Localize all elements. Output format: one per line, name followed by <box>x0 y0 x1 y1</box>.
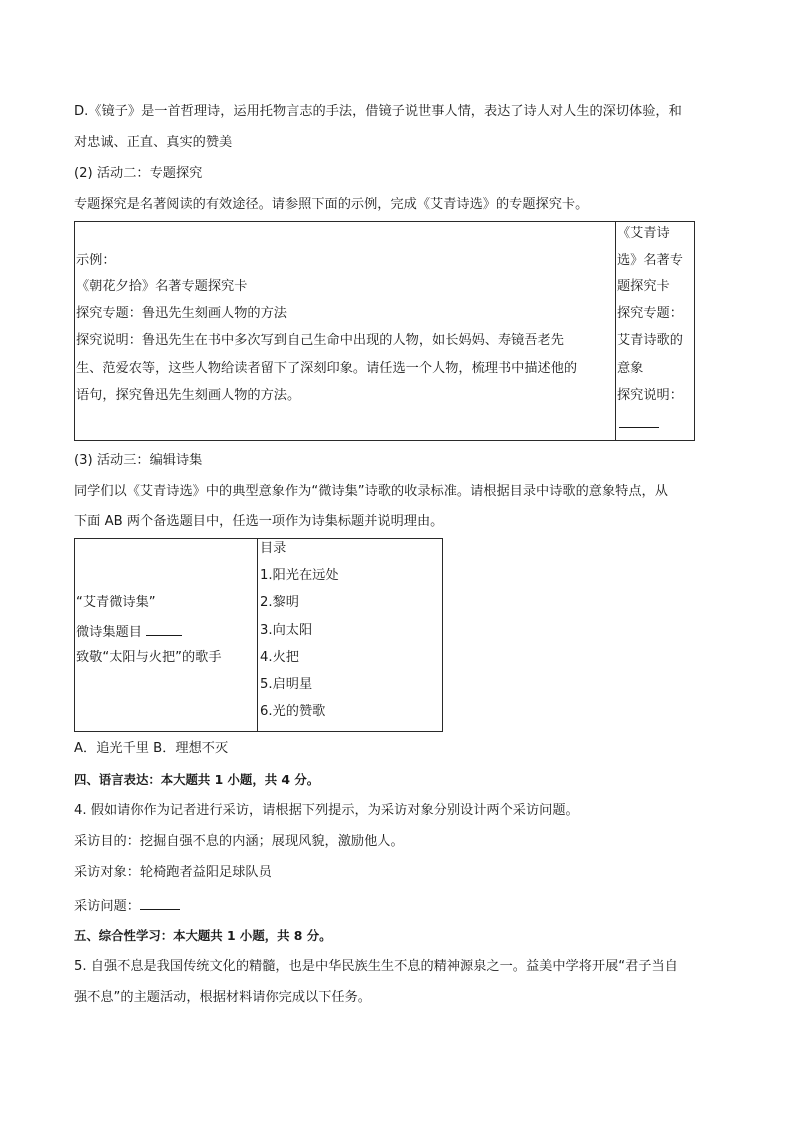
toc-item: 3.向太阳 <box>260 623 313 638</box>
interview-questions-label: 采访问题： <box>74 899 140 914</box>
question4: 4. 假如请你作为记者进行采访，请根据下列提示，为采访对象分别设计两个采访问题。 <box>74 803 579 818</box>
example-label: 示例： <box>76 253 116 268</box>
interview-questions <box>74 896 180 916</box>
interview-target: 采访对象：轮椅跑者益阳足球队员 <box>74 865 272 880</box>
title-options: A．追光千里 B．理想不灭 <box>74 741 229 756</box>
collection-title-blank <box>146 622 182 636</box>
toc-item: 2.黎明 <box>260 595 299 610</box>
card-right-line6: 意象 <box>617 361 644 376</box>
collection-title-prompt <box>76 622 182 642</box>
example-desc-line3: 语句，探究鲁迅先生刻画人物的方法。 <box>76 388 301 403</box>
section4-heading: 四、语言表达：本大题共 1 小题，共 4 分。 <box>74 772 320 787</box>
card-right-line5: 艾青诗歌的 <box>617 333 683 348</box>
interview-purpose: 采访目的：挖掘自强不息的内涵；展现风貌，激励他人。 <box>74 834 404 849</box>
toc-item: 4.火把 <box>260 650 299 665</box>
activity2-intro: 专题探究是名著阅读的有效途径。请参照下面的示例，完成《艾青诗选》的专题探究卡。 <box>74 197 589 212</box>
answer-blank <box>619 414 659 434</box>
section5-heading: 五、综合性学习：本大题共 1 小题，共 8 分。 <box>74 928 332 943</box>
inquiry-card-table <box>74 221 695 441</box>
example-desc-line1: 探究说明：鲁迅先生在书中多次写到自己生命中出现的人物，如长妈妈、寿镜吾老先 <box>76 333 564 348</box>
activity3-intro-line1: 同学们以《艾青诗选》中的典型意象作为“微诗集”诗歌的收录标准。请根据目录中诗歌的意象特点，从 <box>74 484 668 499</box>
inquiry-card-divider <box>615 221 616 441</box>
toc-item: 5.启明星 <box>260 677 313 692</box>
toc-item: 6.光的赞歌 <box>260 704 326 719</box>
example-desc-line2: 生、范爱农等，这些人物给读者留下了深刻印象。请任选一个人物，梳理书中描述他的 <box>76 361 578 376</box>
collection-subtitle: 致敬“太阳与火把”的歌手 <box>76 650 222 665</box>
example-card-title: 《朝花夕拾》名著专题探究卡 <box>76 279 248 294</box>
option-d-line1: D.《镜子》是一首哲理诗，运用托物言志的手法，借镜子说世事人情，表达了诗人对人生的深切体验，和 <box>74 104 682 119</box>
card-right-line2: 选》名著专 <box>617 253 683 268</box>
collection-name: “艾青微诗集” <box>76 595 156 610</box>
example-topic: 探究专题：鲁迅先生刻画人物的方法 <box>76 306 287 321</box>
toc-title: 目录 <box>260 541 287 556</box>
question5-line1: 5. 自强不息是我国传统文化的精髓，也是中华民族生生不息的精神源泉之一。益美中学将开展“君子当自 <box>74 959 678 974</box>
activity3-heading: (3) 活动三：编辑诗集 <box>74 453 203 468</box>
interview-questions-blank <box>140 896 180 910</box>
activity2-heading: (2) 活动二：专题探究 <box>74 166 203 181</box>
toc-item: 1.阳光在远处 <box>260 568 339 583</box>
activity3-intro-line2: 下面 AB 两个备选题目中，任选一项作为诗集标题并说明理由。 <box>74 514 444 529</box>
card-right-line7: 探究说明： <box>617 388 683 403</box>
card-right-line1: 《艾青诗 <box>617 226 670 241</box>
card-right-line4: 探究专题： <box>617 306 683 321</box>
card-right-line3: 题探究卡 <box>617 279 670 294</box>
question5-line2: 强不息”的主题活动，根据材料请你完成以下任务。 <box>74 990 371 1005</box>
poetry-collection-divider <box>257 538 258 732</box>
option-d-line2: 对忠诚、正直、真实的赞美 <box>74 135 233 150</box>
collection-title-label: 微诗集题目 <box>76 625 142 640</box>
